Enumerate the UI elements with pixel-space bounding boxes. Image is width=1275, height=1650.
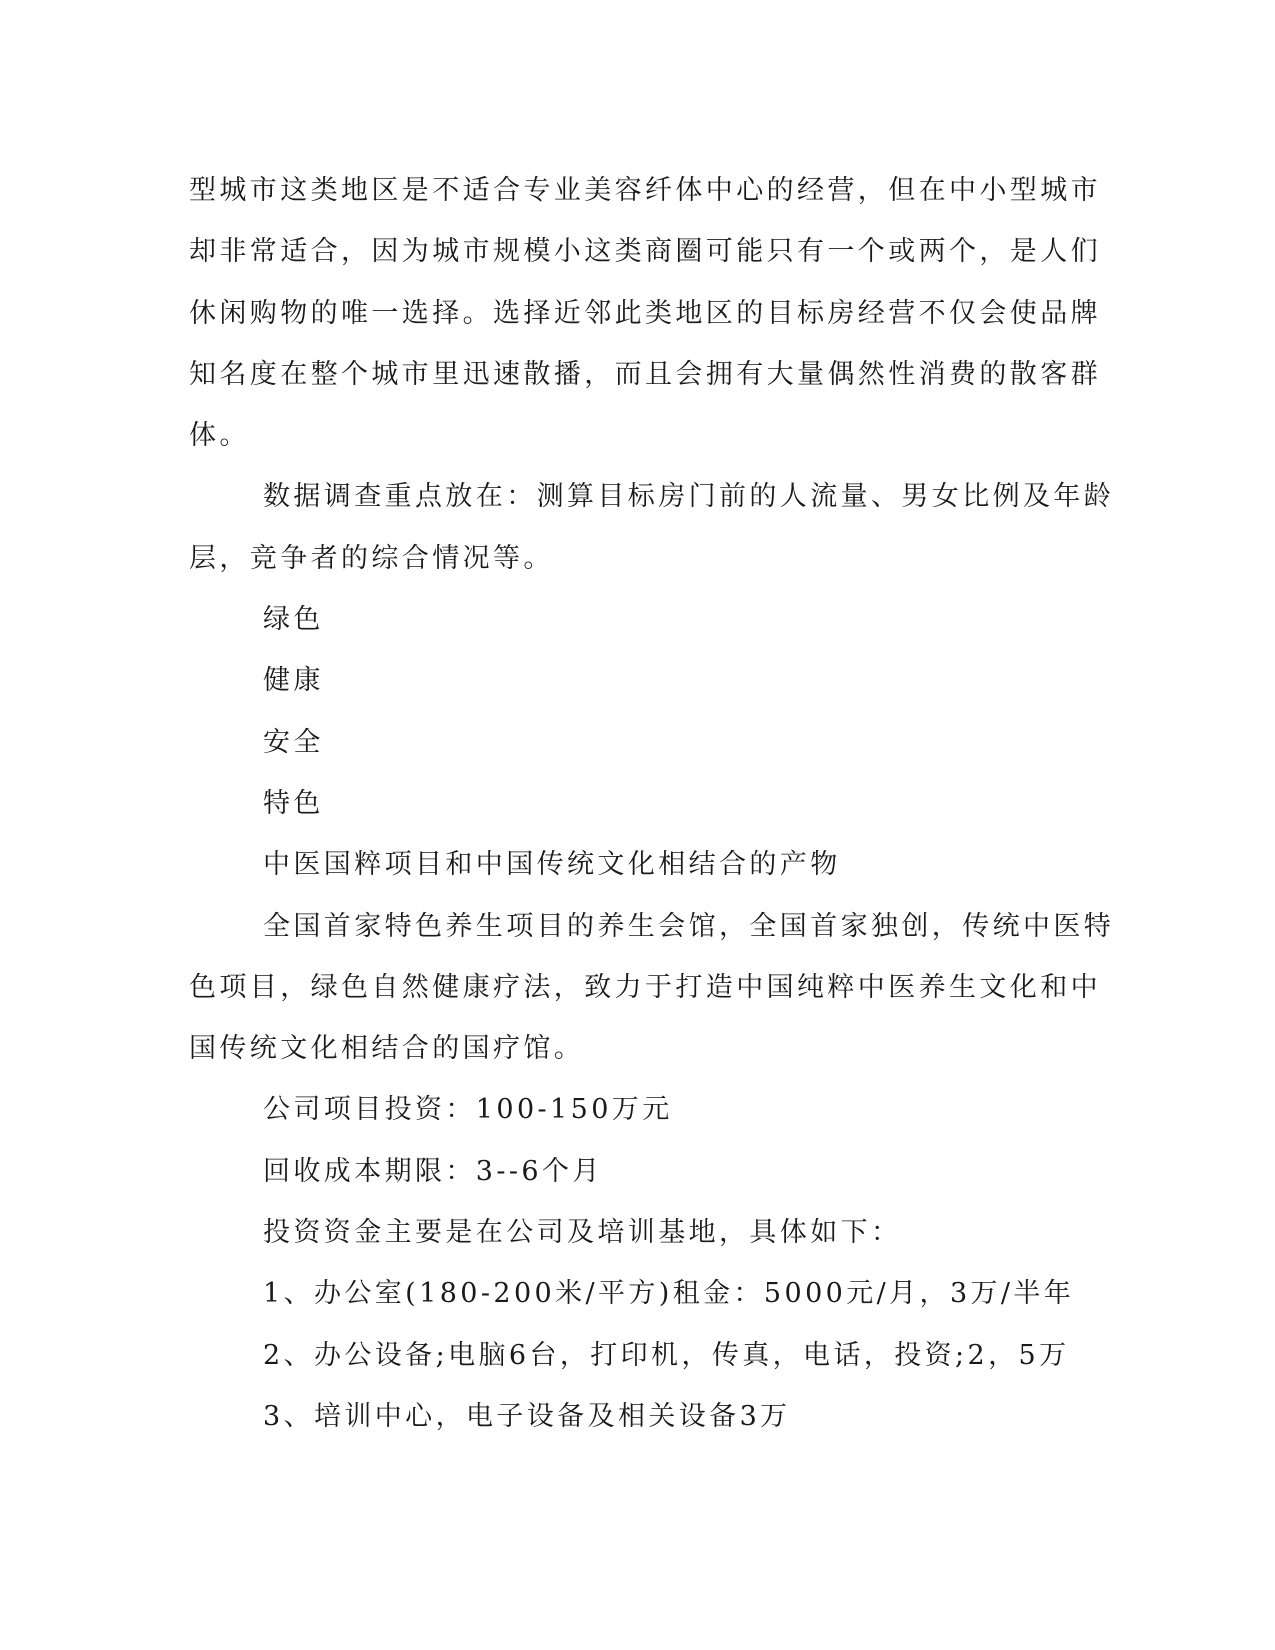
funds-item-list	[189, 1263, 1079, 1447]
text-line: 型城市这类地区是不适合专业美容纤体中心的经营，但在中小型城市	[189, 175, 1101, 206]
keyword-list	[189, 589, 1079, 834]
list-item: 2、办公设备;电脑6台，打印机，传真，电话，投资;2，5万	[263, 1339, 1070, 1371]
document-body	[189, 160, 1115, 1447]
paragraph-description	[189, 896, 1115, 1080]
funds-intro	[189, 1202, 1079, 1263]
text-line: 色项目，绿色自然健康疗法，致力于打造中国纯粹中医养生文化和中	[189, 971, 1101, 1003]
text-line: 数据调查重点放在：测算目标房门前的人流量、男女比例及年龄	[263, 481, 1115, 513]
keyword-item: 特色	[263, 787, 324, 819]
text-line: 全国首家特色养生项目的养生会馆，全国首家独创，传统中医特	[263, 910, 1115, 942]
text-line: 国传统文化相结合的国疗馆。	[189, 1033, 585, 1065]
text-line: 层，竞争者的综合情况等。	[189, 542, 554, 574]
investment-text: 公司项目投资：100-150万元	[263, 1094, 673, 1126]
keyword-item: 健康	[263, 665, 324, 697]
text-line: 知名度在整个城市里迅速散播，而且会拥有大量偶然性消费的散客群	[189, 358, 1101, 390]
paragraph-survey	[189, 466, 1115, 589]
keyword-item: 绿色	[263, 604, 324, 636]
list-item: 3、培训中心，电子设备及相关设备3万	[263, 1400, 791, 1432]
text-line: 却非常适合，因为城市规模小这类商圈可能只有一个或两个，是人们	[189, 236, 1101, 268]
tagline-text: 中医国粹项目和中国传统文化相结合的产物	[263, 849, 841, 881]
tagline	[189, 834, 1079, 895]
paragraph-continuation	[189, 160, 1101, 466]
text-line: 体。	[189, 420, 250, 452]
list-item: 1、办公室(180-200米/平方)租金：5000元/月，3万/半年	[263, 1278, 1075, 1310]
payback-text: 回收成本期限：3--6个月	[263, 1155, 603, 1187]
payback-line	[189, 1141, 1079, 1202]
text-line: 休闲购物的唯一选择。选择近邻此类地区的目标房经营不仅会使品牌	[189, 297, 1101, 329]
keyword-item: 安全	[263, 726, 324, 758]
funds-intro-text: 投资资金主要是在公司及培训基地，具体如下：	[263, 1217, 902, 1249]
investment-line	[189, 1079, 1079, 1140]
